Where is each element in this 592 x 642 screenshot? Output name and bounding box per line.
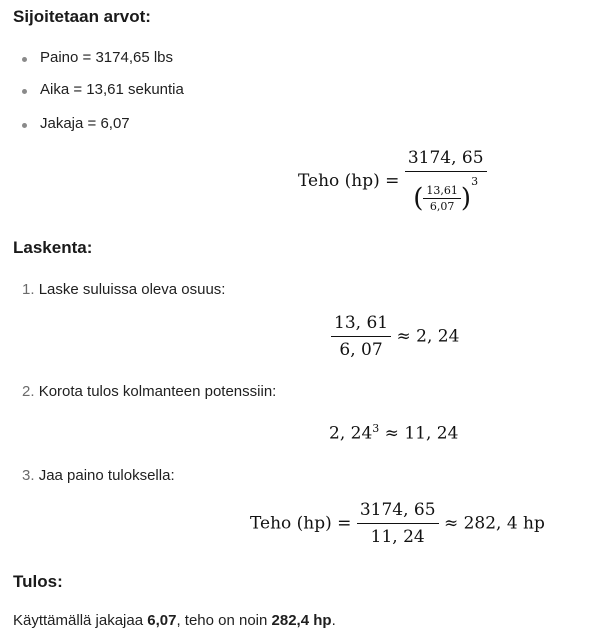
step3-formula: Teho (hp) = $\frac{3174, 65}{11, 24}$ ≈ 282, 4 hp (250, 500, 545, 547)
step1-formula: $\frac{13, 61}{6, 07}$ ≈ 2, 24 (331, 313, 459, 360)
bullet-icon (22, 57, 27, 62)
conclusion-result: 282,4 hp (271, 612, 332, 629)
step-item-1: 1. Laske suluissa oleva osuus: (22, 281, 226, 298)
conclusion-divisor: 6,07 (147, 612, 177, 629)
heading-substituted-values: Sijoitetaan arvot: (13, 7, 151, 26)
heading-calculation: Laskenta: (13, 238, 93, 257)
step-item-2: 2. Korota tulos kolmanteen potenssiin: (22, 383, 277, 400)
main-formula: Teho (hp) = 3174, 65 ( $\frac{13,61}{6,07}$ )$^3$ (298, 148, 487, 214)
bullet-icon (22, 89, 27, 94)
conclusion-text: Käyttämällä jakajaa 6,07, teho on noin 282,4 hp. (13, 612, 336, 629)
bullet-icon (22, 123, 27, 128)
step-item-3: 3. Jaa paino tuloksella: (22, 467, 175, 484)
main-fraction: 3174, 65 ( $\frac{13,61}{6,07}$ )$^3$ (405, 148, 487, 214)
step2-formula: 2, $24^3 \approx 11$, 24 (329, 422, 459, 444)
inner-fraction: $\frac{13,61}{6,07}$ (423, 184, 461, 213)
heading-result: Tulos: (13, 572, 63, 591)
